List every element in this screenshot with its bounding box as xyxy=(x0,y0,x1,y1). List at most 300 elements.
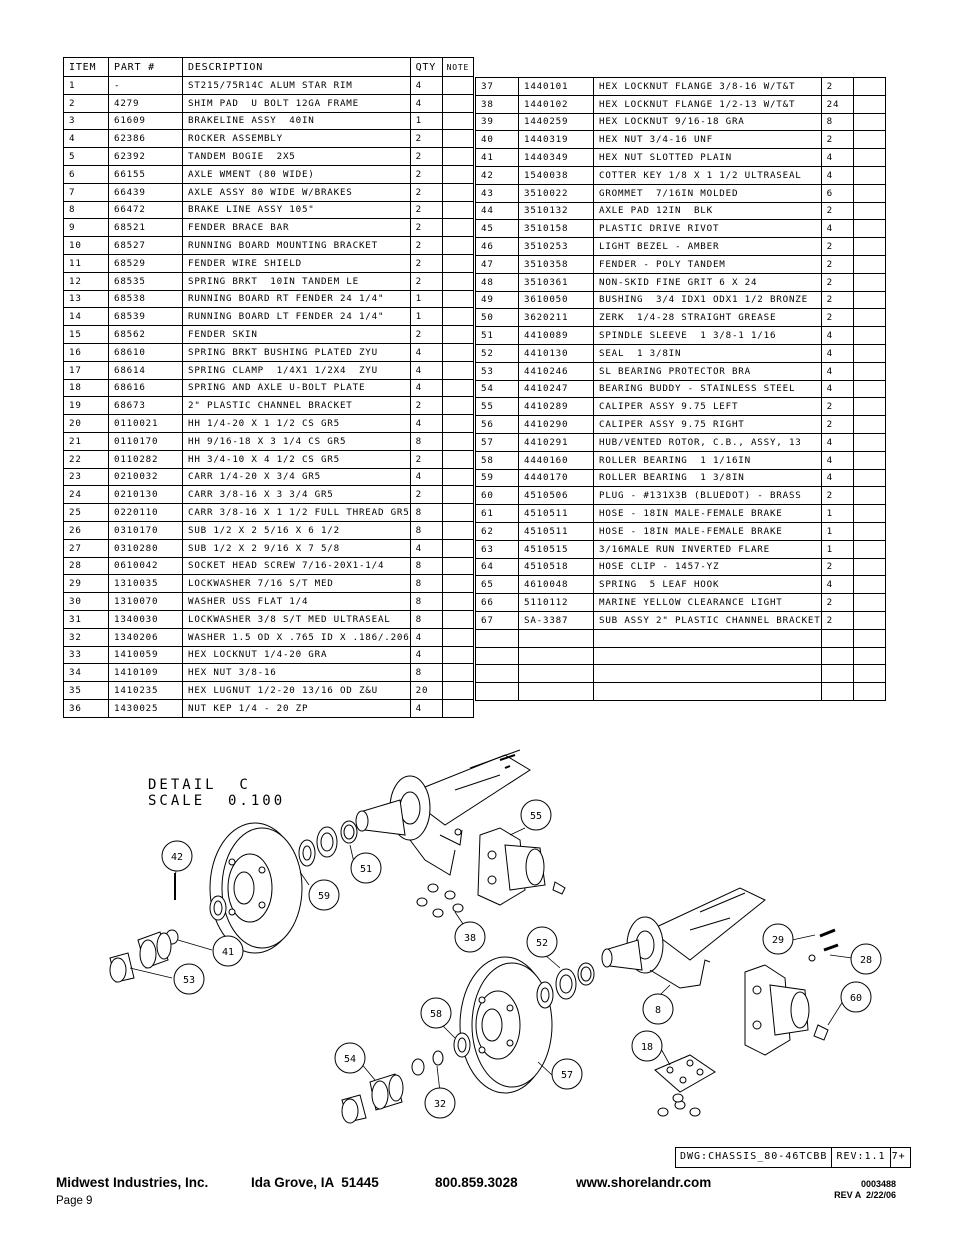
cell-description: PLASTIC DRIVE RIVOT xyxy=(594,220,822,238)
cell-item: 51 xyxy=(476,327,519,345)
cell-qty: 4 xyxy=(410,468,442,486)
cell-description: HEX LOCKNUT FLANGE 3/8-16 W/T&T xyxy=(594,78,822,96)
cell-item: 39 xyxy=(476,113,519,131)
cell-description: WASHER 1.5 OD X .765 ID X .186/.206 xyxy=(183,628,411,646)
cell-item: 21 xyxy=(64,432,109,450)
cell-description: 3/16MALE RUN INVERTED FLARE xyxy=(594,540,822,558)
cell-item: 11 xyxy=(64,254,109,272)
cell-part: - xyxy=(109,77,183,95)
cell-item: 46 xyxy=(476,238,519,256)
cell-qty: 4 xyxy=(410,415,442,433)
cell-part: 68527 xyxy=(109,237,183,255)
svg-text:55: 55 xyxy=(529,811,543,822)
callout-38 xyxy=(455,922,485,952)
cell-qty: 2 xyxy=(821,611,853,629)
cell-item: 48 xyxy=(476,273,519,291)
svg-text:57: 57 xyxy=(560,1070,574,1081)
cell-part: 4510511 xyxy=(519,522,594,540)
cell-qty: 4 xyxy=(821,576,853,594)
cell-part: 3610050 xyxy=(519,291,594,309)
header-description: DESCRIPTION xyxy=(183,58,411,77)
cell-qty: 24 xyxy=(821,95,853,113)
cell-description: SPRING CLAMP 1/4X1 1/2X4 ZYU xyxy=(183,361,411,379)
cell-part: 1440259 xyxy=(519,113,594,131)
cell-description: AXLE ASSY 80 WIDE W/BRAKES xyxy=(183,183,411,201)
cell-part: 68673 xyxy=(109,397,183,415)
svg-text:32: 32 xyxy=(433,1099,447,1110)
cell-item: 36 xyxy=(64,699,109,717)
cell-item: 6 xyxy=(64,165,109,183)
cell-item: 57 xyxy=(476,433,519,451)
cell-item: 20 xyxy=(64,415,109,433)
cell-qty: 4 xyxy=(410,77,442,95)
cell-item: 25 xyxy=(64,504,109,522)
footer-doc-revision: REV A 2/22/06 xyxy=(834,1190,896,1200)
cell-description: HEX LOCKNUT 1/4-20 GRA xyxy=(183,646,411,664)
cell-qty: 2 xyxy=(410,201,442,219)
svg-text:29: 29 xyxy=(771,935,785,946)
cell-description: COTTER KEY 1/8 X 1 1/2 ULTRASEAL xyxy=(594,166,822,184)
cell-qty: 4 xyxy=(821,344,853,362)
cell-qty: 1 xyxy=(821,522,853,540)
cell-qty: 2 xyxy=(410,237,442,255)
cell-description: PLUG - #131X3B (BLUEDOT) - BRASS xyxy=(594,487,822,505)
cell-part: 0210032 xyxy=(109,468,183,486)
cell-description: SL BEARING PROTECTOR BRA xyxy=(594,362,822,380)
cell-description: SPRING BRKT 10IN TANDEM LE xyxy=(183,272,411,290)
cell-qty: 4 xyxy=(410,699,442,717)
cell-part: 1310070 xyxy=(109,593,183,611)
cell-description: RUNNING BOARD LT FENDER 24 1/4" xyxy=(183,308,411,326)
cell-item: 60 xyxy=(476,487,519,505)
cell-item: 53 xyxy=(476,362,519,380)
cell-qty: 4 xyxy=(821,433,853,451)
cell-part: 0110170 xyxy=(109,432,183,450)
cell-part: 0110021 xyxy=(109,415,183,433)
cell-part: 3510361 xyxy=(519,273,594,291)
cell-description: SUB 1/2 X 2 9/16 X 7 5/8 xyxy=(183,539,411,557)
cell-part: 66472 xyxy=(109,201,183,219)
cell-part: 1410109 xyxy=(109,664,183,682)
cell-description: HEX NUT 3/8-16 xyxy=(183,664,411,682)
cell-description: NUT KEP 1/4 - 20 ZP xyxy=(183,699,411,717)
cell-item: 33 xyxy=(64,646,109,664)
cell-item: 22 xyxy=(64,450,109,468)
cell-qty: 2 xyxy=(821,398,853,416)
cell-description: HUB/VENTED ROTOR, C.B., ASSY, 13 xyxy=(594,433,822,451)
cell-part: 1410235 xyxy=(109,682,183,700)
cell-item: 28 xyxy=(64,557,109,575)
cell-part: 1540038 xyxy=(519,166,594,184)
header-qty: QTY xyxy=(410,58,442,77)
cell-item: 30 xyxy=(64,593,109,611)
cell-qty: 2 xyxy=(821,131,853,149)
cell-description: HEX NUT SLOTTED PLAIN xyxy=(594,149,822,167)
cell-item: 12 xyxy=(64,272,109,290)
cell-item: 44 xyxy=(476,202,519,220)
cell-description: HEX LOCKNUT 9/16-18 GRA xyxy=(594,113,822,131)
detail-scale: SCALE 0.100 xyxy=(148,793,286,809)
cell-item: 38 xyxy=(476,95,519,113)
cell-part: 0310170 xyxy=(109,521,183,539)
cell-part: 4279 xyxy=(109,94,183,112)
cell-description: WASHER USS FLAT 1/4 xyxy=(183,593,411,611)
cell-part: SA-3387 xyxy=(519,611,594,629)
cell-description: ROLLER BEARING 1 3/8IN xyxy=(594,469,822,487)
svg-text:41: 41 xyxy=(221,947,235,958)
cell-item: 19 xyxy=(64,397,109,415)
cell-qty: 8 xyxy=(410,664,442,682)
callout-51 xyxy=(351,853,381,883)
cell-item: 45 xyxy=(476,220,519,238)
cell-description: NON-SKID FINE GRIT 6 X 24 xyxy=(594,273,822,291)
cell-item: 4 xyxy=(64,130,109,148)
cell-item: 54 xyxy=(476,380,519,398)
header-item: ITEM xyxy=(64,58,109,77)
cell-part: 4410089 xyxy=(519,327,594,345)
cell-part: 68529 xyxy=(109,254,183,272)
cell-qty: 2 xyxy=(821,255,853,273)
cell-description: ST215/75R14C ALUM STAR RIM xyxy=(183,77,411,95)
cell-part: 1340030 xyxy=(109,610,183,628)
callout-18 xyxy=(632,1031,662,1061)
cell-qty: 4 xyxy=(410,343,442,361)
callout-42 xyxy=(162,841,192,871)
cell-item: 61 xyxy=(476,505,519,523)
callout-60 xyxy=(841,982,871,1012)
cell-item: 40 xyxy=(476,131,519,149)
cell-description: FENDER BRACE BAR xyxy=(183,219,411,237)
cell-qty: 8 xyxy=(410,521,442,539)
cell-item: 64 xyxy=(476,558,519,576)
cell-description: SOCKET HEAD SCREW 7/16-20X1-1/4 xyxy=(183,557,411,575)
cell-part: 1440319 xyxy=(519,131,594,149)
cell-qty: 4 xyxy=(821,451,853,469)
cell-item: 49 xyxy=(476,291,519,309)
cell-description: SUB ASSY 2" PLASTIC CHANNEL BRACKET xyxy=(594,611,822,629)
callout-53 xyxy=(174,964,204,994)
cell-item: 56 xyxy=(476,416,519,434)
cell-item: 65 xyxy=(476,576,519,594)
callout-59 xyxy=(309,880,339,910)
callout-8 xyxy=(643,994,673,1024)
cell-qty: 2 xyxy=(410,130,442,148)
cell-part: 5110112 xyxy=(519,594,594,612)
cell-qty: 2 xyxy=(410,183,442,201)
cell-description: BRAKE LINE ASSY 105" xyxy=(183,201,411,219)
svg-text:51: 51 xyxy=(359,864,373,875)
cell-qty: 6 xyxy=(821,184,853,202)
cell-description: CARR 3/8-16 X 3 3/4 GR5 xyxy=(183,486,411,504)
cell-qty: 2 xyxy=(410,272,442,290)
cell-part: 3620211 xyxy=(519,309,594,327)
cell-item: 7 xyxy=(64,183,109,201)
cell-item: 52 xyxy=(476,344,519,362)
svg-text:8: 8 xyxy=(654,1005,662,1016)
cell-part: 66439 xyxy=(109,183,183,201)
cell-qty: 4 xyxy=(821,166,853,184)
svg-text:60: 60 xyxy=(849,993,863,1004)
cell-part: 4510506 xyxy=(519,487,594,505)
cell-item: 23 xyxy=(64,468,109,486)
cell-qty: 8 xyxy=(410,575,442,593)
cell-qty: 2 xyxy=(410,165,442,183)
cell-description: HH 1/4-20 X 1 1/2 CS GR5 xyxy=(183,415,411,433)
cell-item: 67 xyxy=(476,611,519,629)
cell-item: 24 xyxy=(64,486,109,504)
cell-description: SPRING BRKT BUSHING PLATED ZYU xyxy=(183,343,411,361)
cell-item: 13 xyxy=(64,290,109,308)
cell-item: 17 xyxy=(64,361,109,379)
cell-qty: 4 xyxy=(410,379,442,397)
cell-description: SEAL 1 3/8IN xyxy=(594,344,822,362)
cell-description: ROLLER BEARING 1 1/16IN xyxy=(594,451,822,469)
cell-qty: 4 xyxy=(410,361,442,379)
cell-qty: 1 xyxy=(410,112,442,130)
cell-description: SPRING AND AXLE U-BOLT PLATE xyxy=(183,379,411,397)
cell-description: ZERK 1/4-28 STRAIGHT GREASE xyxy=(594,309,822,327)
cell-qty: 2 xyxy=(821,202,853,220)
cell-item: 10 xyxy=(64,237,109,255)
upper-caliper-drawing xyxy=(478,828,565,905)
drawing-number-box xyxy=(675,1147,911,1168)
cell-description: LOCKWASHER 7/16 S/T MED xyxy=(183,575,411,593)
cell-part: 4410130 xyxy=(519,344,594,362)
cell-description: HEX LOCKNUT FLANGE 1/2-13 W/T&T xyxy=(594,95,822,113)
callout-32 xyxy=(425,1088,455,1118)
cell-description: BUSHING 3/4 IDX1 ODX1 1/2 BRONZE xyxy=(594,291,822,309)
cell-part: 0210130 xyxy=(109,486,183,504)
detail-label: DETAIL C xyxy=(148,777,251,793)
cell-part: 0610042 xyxy=(109,557,183,575)
cell-qty: 2 xyxy=(821,78,853,96)
cell-description: SPRING 5 LEAF HOOK xyxy=(594,576,822,594)
cell-description: CALIPER ASSY 9.75 LEFT xyxy=(594,398,822,416)
drawing-revision: REV:1.1 xyxy=(832,1148,890,1167)
cell-item: 26 xyxy=(64,521,109,539)
svg-text:42: 42 xyxy=(170,852,184,863)
cell-qty: 4 xyxy=(821,220,853,238)
cell-item: 1 xyxy=(64,77,109,95)
cell-part: 4510518 xyxy=(519,558,594,576)
cell-qty: 2 xyxy=(821,416,853,434)
cell-item: 3 xyxy=(64,112,109,130)
callout-41 xyxy=(213,936,243,966)
cell-qty: 4 xyxy=(821,149,853,167)
cell-qty: 4 xyxy=(821,380,853,398)
footer-phone: 800.859.3028 xyxy=(435,1175,518,1190)
cell-qty: 2 xyxy=(821,273,853,291)
cell-part: 4440170 xyxy=(519,469,594,487)
cell-item: 63 xyxy=(476,540,519,558)
cell-part: 4410291 xyxy=(519,433,594,451)
cell-description: TANDEM BOGIE 2X5 xyxy=(183,148,411,166)
cell-part: 68610 xyxy=(109,343,183,361)
cell-item: 14 xyxy=(64,308,109,326)
cell-qty: 8 xyxy=(410,432,442,450)
cell-description: HH 9/16-18 X 3 1/4 CS GR5 xyxy=(183,432,411,450)
cell-part: 3510253 xyxy=(519,238,594,256)
cell-part: 1340206 xyxy=(109,628,183,646)
cell-qty: 2 xyxy=(410,148,442,166)
cell-qty: 8 xyxy=(410,593,442,611)
cell-description: FENDER WIRE SHIELD xyxy=(183,254,411,272)
cell-part: 4610048 xyxy=(519,576,594,594)
cell-part: 68616 xyxy=(109,379,183,397)
cell-item: 18 xyxy=(64,379,109,397)
cell-qty: 1 xyxy=(821,505,853,523)
cell-description: HH 3/4-10 X 4 1/2 CS GR5 xyxy=(183,450,411,468)
cell-description: SPINDLE SLEEVE 1 3/8-1 1/16 xyxy=(594,327,822,345)
cell-qty: 8 xyxy=(821,113,853,131)
cell-item: 42 xyxy=(476,166,519,184)
cell-part: 4410290 xyxy=(519,416,594,434)
cell-description: LOCKWASHER 3/8 S/T MED ULTRASEAL xyxy=(183,610,411,628)
cell-part: 0110282 xyxy=(109,450,183,468)
svg-text:54: 54 xyxy=(343,1054,357,1065)
cell-part: 62386 xyxy=(109,130,183,148)
cell-item: 35 xyxy=(64,682,109,700)
callout-55 xyxy=(521,800,551,830)
cell-item: 59 xyxy=(476,469,519,487)
cell-item: 50 xyxy=(476,309,519,327)
cell-part: 68535 xyxy=(109,272,183,290)
cell-part: 4410247 xyxy=(519,380,594,398)
callout-57 xyxy=(552,1059,582,1089)
cell-part: 0220110 xyxy=(109,504,183,522)
cell-part: 1410059 xyxy=(109,646,183,664)
footer-doc-number: 0003488 xyxy=(860,1179,896,1189)
cell-item: 8 xyxy=(64,201,109,219)
cell-qty: 8 xyxy=(410,610,442,628)
cell-item: 58 xyxy=(476,451,519,469)
cell-qty: 2 xyxy=(410,397,442,415)
cell-qty: 20 xyxy=(410,682,442,700)
cell-description: AXLE WMENT (80 WIDE) xyxy=(183,165,411,183)
svg-text:58: 58 xyxy=(429,1009,443,1020)
cell-item: 55 xyxy=(476,398,519,416)
cell-description: ROCKER ASSEMBLY xyxy=(183,130,411,148)
callout-52 xyxy=(527,927,557,957)
cell-part: 1440102 xyxy=(519,95,594,113)
cell-qty: 4 xyxy=(410,539,442,557)
cell-item: 16 xyxy=(64,343,109,361)
cell-item: 41 xyxy=(476,149,519,167)
cell-qty: 2 xyxy=(410,486,442,504)
header-note: NOTE xyxy=(442,58,473,77)
cell-description: GROMMET 7/16IN MOLDED xyxy=(594,184,822,202)
cell-part: 3510022 xyxy=(519,184,594,202)
cell-description: RUNNING BOARD MOUNTING BRACKET xyxy=(183,237,411,255)
cell-qty: 4 xyxy=(410,628,442,646)
cell-qty: 2 xyxy=(821,558,853,576)
cell-part: 4410246 xyxy=(519,362,594,380)
cell-part: 3510132 xyxy=(519,202,594,220)
cell-description: MARINE YELLOW CLEARANCE LIGHT xyxy=(594,594,822,612)
cell-description: HOSE CLIP - 1457-YZ xyxy=(594,558,822,576)
cell-part: 3510358 xyxy=(519,255,594,273)
cell-qty: 4 xyxy=(821,469,853,487)
cell-part: 4440160 xyxy=(519,451,594,469)
cell-description: BRAKELINE ASSY 40IN xyxy=(183,112,411,130)
callout-58 xyxy=(421,998,451,1028)
cell-description: AXLE PAD 12IN BLK xyxy=(594,202,822,220)
footer-company: Midwest Industries, Inc. xyxy=(56,1175,209,1190)
cell-part: 68521 xyxy=(109,219,183,237)
cell-qty: 2 xyxy=(410,219,442,237)
cell-part: 1430025 xyxy=(109,699,183,717)
svg-text:18: 18 xyxy=(640,1042,654,1053)
cell-description: FENDER SKIN xyxy=(183,326,411,344)
cell-item: 62 xyxy=(476,522,519,540)
drawing-name: DWG:CHASSIS_80-46TCBB xyxy=(676,1148,832,1167)
cell-qty: 2 xyxy=(821,291,853,309)
drawing-suffix: 7+ xyxy=(891,1151,906,1162)
footer-website: www.shorelandr.com xyxy=(576,1175,712,1190)
cell-qty: 2 xyxy=(410,450,442,468)
cell-part: 4510515 xyxy=(519,540,594,558)
cell-part: 68539 xyxy=(109,308,183,326)
cell-description: HEX NUT 3/4-16 UNF xyxy=(594,131,822,149)
cell-part: 62392 xyxy=(109,148,183,166)
cell-item: 15 xyxy=(64,326,109,344)
cell-description: HEX LUGNUT 1/2-20 13/16 OD Z&U xyxy=(183,682,411,700)
footer-document-info xyxy=(834,1179,896,1201)
cell-description: 2" PLASTIC CHANNEL BRACKET xyxy=(183,397,411,415)
cell-part: 4510511 xyxy=(519,505,594,523)
cell-item: 43 xyxy=(476,184,519,202)
svg-text:59: 59 xyxy=(317,891,331,902)
cell-description: HOSE - 18IN MALE-FEMALE BRAKE xyxy=(594,505,822,523)
cell-qty: 1 xyxy=(821,540,853,558)
cell-qty: 2 xyxy=(821,594,853,612)
cell-description: CARR 3/8-16 X 1 1/2 FULL THREAD GR5 xyxy=(183,504,411,522)
cell-description: HOSE - 18IN MALE-FEMALE BRAKE xyxy=(594,522,822,540)
header-part: PART # xyxy=(109,58,183,77)
cell-part: 1310035 xyxy=(109,575,183,593)
cell-part: 4410289 xyxy=(519,398,594,416)
cell-item: 9 xyxy=(64,219,109,237)
cell-qty: 2 xyxy=(410,326,442,344)
cell-description: BEARING BUDDY - STAINLESS STEEL xyxy=(594,380,822,398)
lower-axle-drawing xyxy=(602,888,765,988)
cell-item: 37 xyxy=(476,78,519,96)
cell-part: 61609 xyxy=(109,112,183,130)
cell-qty: 4 xyxy=(821,327,853,345)
cell-qty: 1 xyxy=(410,290,442,308)
cell-part: 68562 xyxy=(109,326,183,344)
lower-caliper-drawing xyxy=(745,930,838,1055)
cell-description: CARR 1/4-20 X 3/4 GR5 xyxy=(183,468,411,486)
cell-qty: 8 xyxy=(410,504,442,522)
cell-item: 5 xyxy=(64,148,109,166)
cell-item: 31 xyxy=(64,610,109,628)
callout-54 xyxy=(335,1043,365,1073)
cell-part: 1440101 xyxy=(519,78,594,96)
cell-description: LIGHT BEZEL - AMBER xyxy=(594,238,822,256)
cell-qty: 4 xyxy=(410,94,442,112)
svg-text:38: 38 xyxy=(463,933,477,944)
cell-qty: 2 xyxy=(821,487,853,505)
cell-part: 3510158 xyxy=(519,220,594,238)
cell-part: 1440349 xyxy=(519,149,594,167)
cell-item: 27 xyxy=(64,539,109,557)
cell-item: 29 xyxy=(64,575,109,593)
cell-part: 66155 xyxy=(109,165,183,183)
cell-description: SUB 1/2 X 2 5/16 X 6 1/2 xyxy=(183,521,411,539)
cell-qty: 2 xyxy=(821,238,853,256)
cell-description: RUNNING BOARD RT FENDER 24 1/4" xyxy=(183,290,411,308)
